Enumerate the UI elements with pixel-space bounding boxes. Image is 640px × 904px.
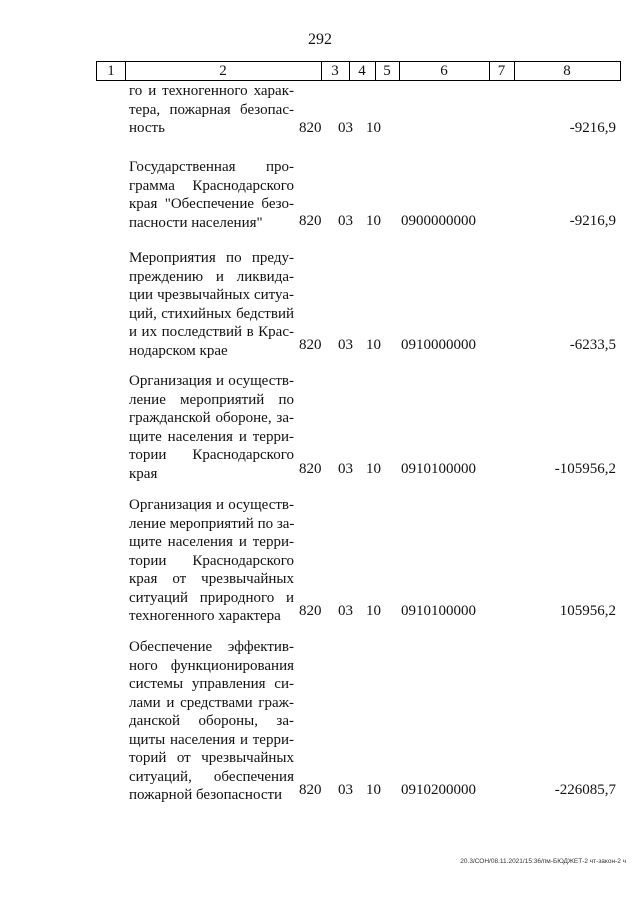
row-col3: 820 <box>299 120 322 136</box>
row-col6: 0910100000 <box>401 461 476 477</box>
page-number: 292 <box>308 31 332 48</box>
row-description: Организация и осуществ- ление мероприятий по за- щите населения и терри- тории Краснодарского края от чрезвычайных ситуаций природного и техногенного характера <box>129 497 295 624</box>
header-col-8: 8 <box>563 63 571 79</box>
row-col5: 10 <box>366 120 381 136</box>
header-col-5: 5 <box>383 63 391 79</box>
row-col4: 03 <box>338 337 353 353</box>
row-col4: 03 <box>338 782 353 798</box>
row-col8: 105956,2 <box>559 603 616 619</box>
row-col8: -105956,2 <box>554 461 616 477</box>
row-col3: 820 <box>299 782 322 798</box>
row-col3: 820 <box>299 603 322 619</box>
header-col-7: 7 <box>497 63 506 79</box>
table-header-row <box>96 61 621 81</box>
row-col3: 820 <box>299 213 322 229</box>
row-col8: -6233,5 <box>569 337 616 353</box>
row-col5: 10 <box>366 213 381 229</box>
row-col6: 0910000000 <box>401 337 476 353</box>
header-col-1: 1 <box>107 63 115 79</box>
row-col4: 03 <box>338 603 353 619</box>
row-col8: -9216,9 <box>569 213 616 229</box>
row-col6: 0900000000 <box>401 213 476 229</box>
row-description: го и техногенного харак- тера, пожарная безопас- ность <box>129 83 294 136</box>
row-description: Обеспечение эффектив- ного функционирования системы управления си- лами и средствами граж- данской обороны, за- щиты населения и терри- торий от чрезвычайных ситуаций, обеспечения пожарной безопасности <box>129 639 294 803</box>
row-col5: 10 <box>366 603 381 619</box>
row-col4: 03 <box>338 120 353 136</box>
row-description: Мероприятия по преду- преждению и ликвида- ции чрезвычайных ситуа- ций, стихийных бедствий и их последствий в Крас- нодарском крае <box>129 250 294 359</box>
row-col3: 820 <box>299 337 322 353</box>
row-col5: 10 <box>366 461 381 477</box>
row-col6: 0910100000 <box>401 603 476 619</box>
row-col4: 03 <box>338 213 353 229</box>
row-description: Государственная про- грамма Краснодарского края "Обеспечение безо- пасности населения" <box>129 159 294 231</box>
header-col-6: 6 <box>440 63 448 79</box>
header-col-2: 2 <box>219 63 227 79</box>
row-col5: 10 <box>366 782 381 798</box>
row-col8: -226085,7 <box>554 782 616 798</box>
row-col6: 0910200000 <box>401 782 476 798</box>
row-col3: 820 <box>299 461 322 477</box>
row-col4: 03 <box>338 461 353 477</box>
header-col-4: 4 <box>358 63 366 79</box>
row-description: Организация и осуществ- ление мероприятий по гражданской обороне, за- щите населения и терри- тории Краснодарского края <box>129 373 294 482</box>
document-footer: 20.3/СОН/08.11.2021/15:36/пм-БЮДЖЕТ-2 чт-закон-2 ч <box>460 858 626 865</box>
row-col5: 10 <box>366 337 381 353</box>
header-col-3: 3 <box>331 63 339 79</box>
row-col8: -9216,9 <box>569 120 616 136</box>
